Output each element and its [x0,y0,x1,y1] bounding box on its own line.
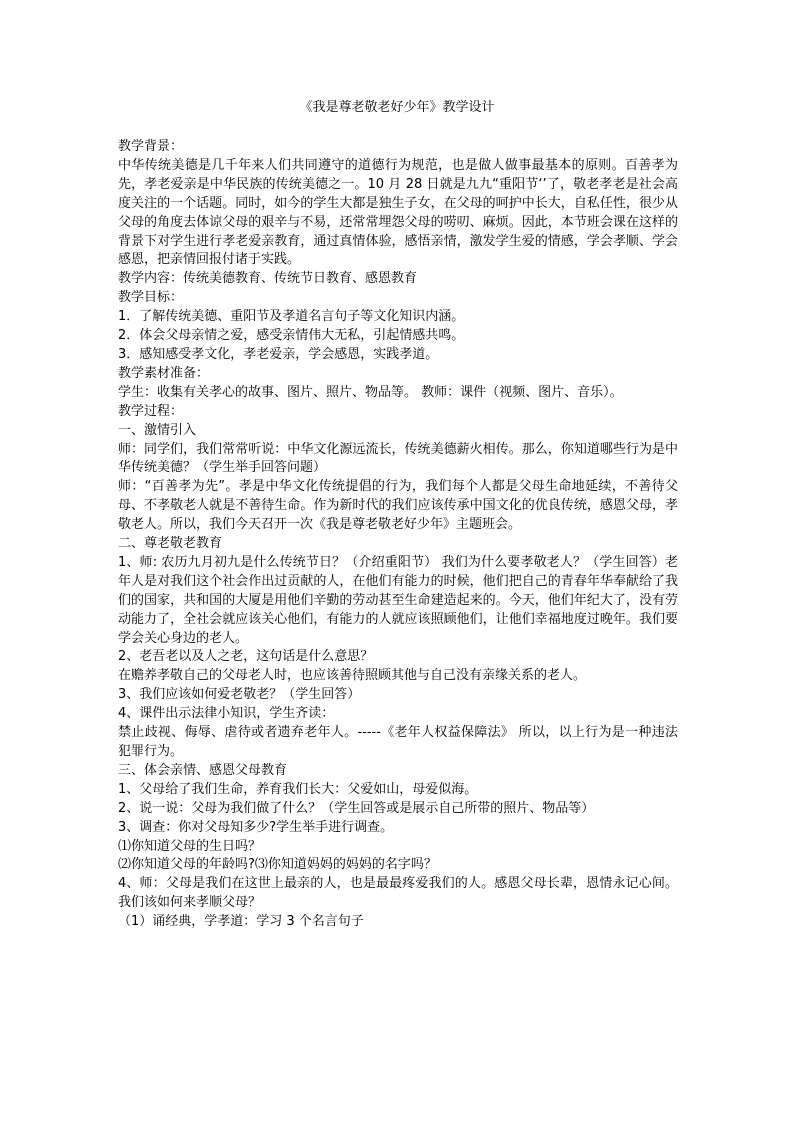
paragraph: 三、体会亲情、感恩父母教育 [118,762,288,778]
paragraph: 3、我们应该如何爱老敬老？（学生回答） [118,687,361,703]
paragraph: 一、激情引入 [118,422,197,438]
paragraph: （1）诵经典，学孝道：学习 3 个名言句子 [118,914,364,930]
paragraph: 二、尊老敬老教育 [118,536,223,552]
paragraph: 4、课件出示法律小知识，学生齐读： [118,706,335,722]
paragraph: 2．体会父母亲情之爱，感受亲情伟大无私，引起情感共鸣。 [118,328,465,344]
paragraph: 学生：收集有关孝心的故事、图片、照片、物品等。 教师：课件（视频、图片、音乐）。 [118,384,623,400]
paragraph: 1、父母给了我们生命，养育我们长大：父爱如山，母爱似海。 [118,781,478,797]
paragraph: 教学内容：传统美德教育、传统节日教育、感恩教育 [118,271,418,287]
paragraph: 教学目标： [118,290,184,306]
paragraph: 1．了解传统美德、重阳节及孝道名言句子等文化知识内涵。 [118,309,465,325]
paragraph: 2、老吾老以及人之老，这句话是什么意思？ [118,649,374,665]
paragraph: 师：同学们，我们常常听说：中华文化源远流长，传统美德薪火相传。那么，你知道哪些行为是中华传统美德？（学生举手回答问题） [118,441,678,476]
paragraph: 3、调查：你对父母知多少?学生举手进行调查。 [118,819,394,835]
document-body [118,138,678,932]
paragraph: 3．感知感受孝文化，孝老爱亲，学会感恩，实践孝道。 [118,346,439,362]
paragraph: 1、师: 农历九月初九是什么传统节日？（介绍重阳节） 我们为什么要孝敬老人？（学生回答）老年人是对我们这个社会作出过贡献的人，在他们有能力的时候，他们把自己的青春年华奉献给了我们的国家，共和国的大厦是用他们辛勤的劳动甚至生命建造起来的。今天，他们年纪大了，没有劳动能力了，全社会就应该关心他们，有能力的人就应该照顾他们，让他们幸福地度过晚年。我们要学会关心身边的老人。 [118,554,678,646]
paragraph: 教学背景： [118,139,184,154]
paragraph: 教学过程： [118,403,184,419]
paragraph: 在赡养孝敬自己的父母老人时，也应该善待照顾其他与自己没有亲缘关系的老人。 [118,668,587,684]
paragraph: 禁止歧视、侮辱、虐待或者遗弃老年人。-----《老年人权益保障法》 所以，以上行为是一种违法犯罪行为。 [118,725,678,759]
document-title: 《我是尊老敬老好少年》教学设计 [299,100,495,115]
paragraph: 中华传统美德是几千年来人们共同遵守的道德行为规范，也是做人做事最基本的原则。百善孝为先，孝老爱亲是中华民族的传统美德之一。10 月 28 日就是九九“重阳节‘’了，敬老孝老是社会高度关注的一个话题。同时，如今的学生大都是独生子女，在父母的呵护中长大，自私任性，很少从父母的角度去体谅父母的艰辛与不易，还常常埋怨父母的唠叨、麻烦。因此，本节班会课在这样的背景下对学生进行孝老爱亲教育，通过真情体验，感悟亲情，激发学生爱的情感，学会孝顺、学会感恩，把亲情回报付诸于实践。 [118,157,678,268]
paragraph: 4、师：父母是我们在这世上最亲的人，也是最最疼爱我们的人。感恩父母长辈，恩情永记心间。我们该如何来孝顺父母？ [118,876,678,911]
paragraph: 2、说一说：父母为我们做了什么？（学生回答或是展示自己所带的照片、物品等） [118,800,595,816]
paragraph: 教学素材准备： [118,365,210,381]
paragraph: 师：“百善孝为先”。孝是中华文化传统提倡的行为，我们每个人都是父母生命地延续，不善待父母、不孝敬老人就是不善待生命。作为新时代的我们应该传承中国文化的优良传统，感恩父母，孝敬老人。所以，我们今天召开一次《我是尊老敬老好少年》主题班会。 [118,479,678,533]
paragraph: ⑵你知道父母的年龄吗?⑶你知道妈妈的妈妈的名字吗？ [118,857,437,873]
paragraph: ⑴你知道父母的生日吗？ [118,838,262,854]
